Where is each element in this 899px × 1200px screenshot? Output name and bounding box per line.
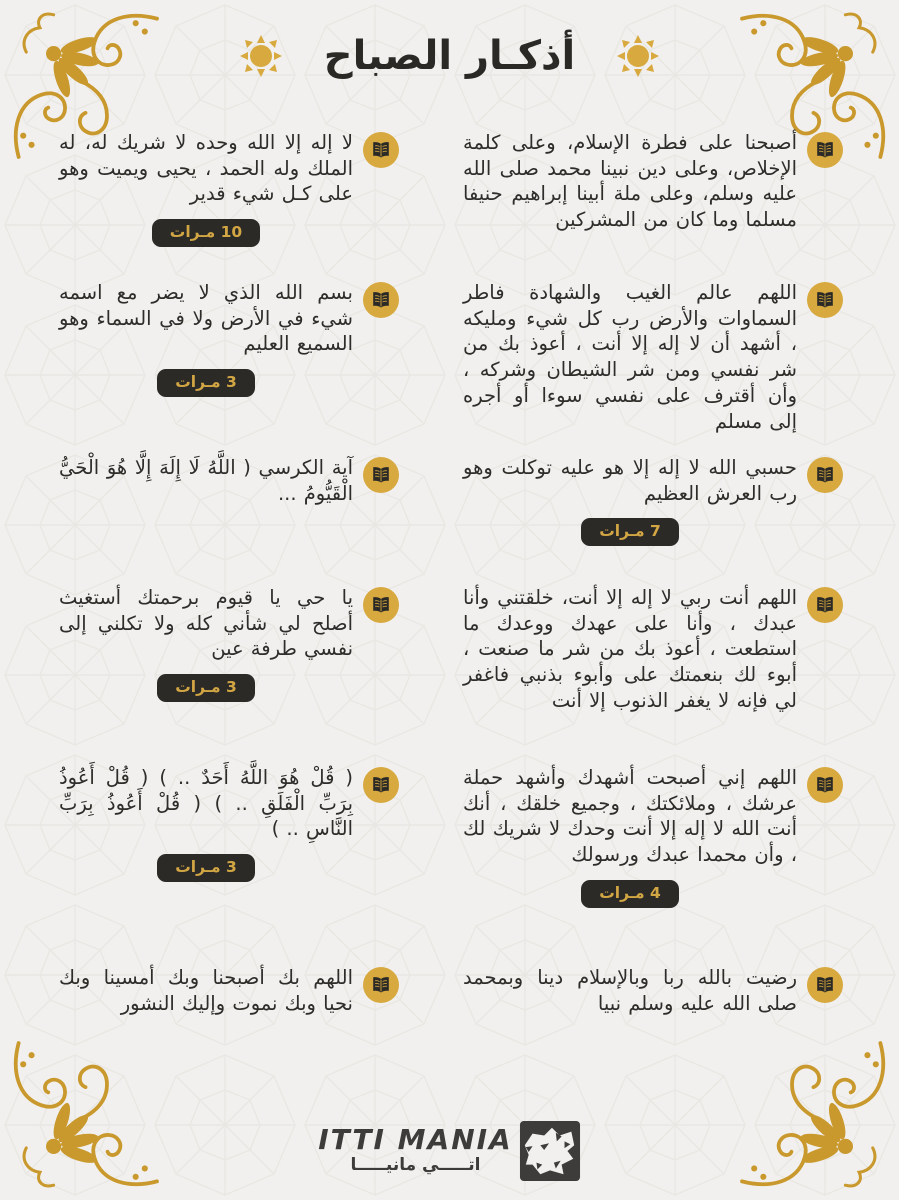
- quran-book-icon: [807, 767, 843, 803]
- dua-text: ( قُلْ هُوَ اللَّهُ أَحَدٌ .. ) ( قُلْ أَعُوذُ بِرَبِّ الْفَلَقِ .. ) ( قُلْ أَعُوذُ بِرَبِّ النَّاسِ .. ): [59, 766, 353, 841]
- repeat-count-badge: 10 مـرات: [152, 219, 260, 247]
- quran-book-icon: [807, 587, 843, 623]
- adhkar-grid: [0, 130, 899, 1016]
- brand-name-en: ITTI MANIA: [318, 1123, 513, 1157]
- dua-text: اللهم أنت ربي لا إله إلا أنت، خلقتني وأنا عبدك ، وأنا على عهدك ووعدك ما استطعت ، أعوذ بك من شر ما صنعت ، أبوء لك بنعمتك على وأبوء بذنبي فاغفر لي فإنه لا يغفر الذنوب إلا أنت: [463, 586, 797, 712]
- repeat-count-badge: 3 مـرات: [157, 854, 255, 882]
- itti-mania-logo: [318, 1120, 580, 1182]
- quran-book-icon: [807, 282, 843, 318]
- dua-text: اللهم بك أصبحنا وبك أمسينا وبك نحيا وبك نموت وإليك النشور: [59, 966, 353, 1015]
- brand-name-ar: اتـــــي مانيـــــا: [350, 1155, 481, 1176]
- repeat-count-badge: 3 مـرات: [157, 674, 255, 702]
- quran-book-icon: [363, 457, 399, 493]
- dua-item: [59, 280, 399, 455]
- dua-item: [463, 585, 843, 765]
- page-title: أذكـار الصباح: [323, 33, 576, 79]
- quran-book-icon: [363, 767, 399, 803]
- dua-item: [59, 585, 399, 765]
- tiger-head-icon: [519, 1120, 581, 1182]
- dua-text: أصبحنا على فطرة الإسلام، وعلى كلمة الإخلاص، وعلى دين نبينا محمد صلى الله عليه وسلم، وعلى ملة أبينا إبراهيم حنيفا مسلما وما كان من المشركين: [463, 131, 797, 232]
- dua-item: [59, 965, 399, 1016]
- quran-book-icon: [363, 132, 399, 168]
- quran-book-icon: [363, 967, 399, 1003]
- quran-book-icon: [807, 967, 843, 1003]
- sun-icon: [615, 33, 661, 79]
- dua-text: اللهم إني أصبحت أشهدك وأشهد حملة عرشك ، وملائكتك ، وجميع خلقك ، أنك أنت الله لا إله إلا أنت وحدك لا شريك لك ، وأن محمدا عبدك ورسولك: [463, 766, 797, 867]
- repeat-count-badge: 4 مـرات: [581, 880, 679, 908]
- dua-text: آية الكرسي ( اللَّهُ لَا إِلَهَ إِلَّا هُوَ الْحَيُّ الْقَيُّومُ ...: [59, 456, 353, 505]
- title-row: [0, 24, 899, 88]
- dua-item: [59, 765, 399, 965]
- dua-text: يا حي يا قيوم برحمتك أستغيث أصلح لي شأني كله ولا تكلني إلى نفسي طرفة عين: [59, 586, 353, 661]
- quran-book-icon: [807, 457, 843, 493]
- dua-text: اللهم عالم الغيب والشهادة فاطر السماوات والأرض رب كل شيء ومليكه ، أشهد أن لا إله إلا أنت ، أعوذ بك من شر نفسي ومن شر الشيطان وشركه ، وأن أقترف على نفسي سوءا أو أجره إلى مسلم: [463, 281, 797, 433]
- dua-text: بسم الله الذي لا يضر مع اسمه شيء في الأرض ولا في السماء وهو السميع العليم: [59, 281, 353, 356]
- dua-item: [59, 455, 399, 585]
- dua-item: [59, 130, 399, 280]
- dua-text: حسبي الله لا إله إلا هو عليه توكلت وهو رب العرش العظيم: [463, 456, 797, 505]
- quran-book-icon: [363, 587, 399, 623]
- dua-item: [463, 455, 843, 585]
- dua-item: [463, 965, 843, 1016]
- dua-item: [463, 765, 843, 965]
- repeat-count-badge: 7 مـرات: [581, 518, 679, 546]
- repeat-count-badge: 3 مـرات: [157, 369, 255, 397]
- quran-book-icon: [807, 132, 843, 168]
- dua-text: لا إله إلا الله وحده لا شريك له، له الملك وله الحمد ، يحيى ويميت وهو على كـل شيء قدير: [59, 131, 353, 206]
- footer: [0, 1120, 899, 1182]
- sun-icon: [238, 33, 284, 79]
- dua-item: [463, 280, 843, 455]
- dua-text: رضيت بالله ربا وبالإسلام دينا وبمحمد صلى الله عليه وسلم نبيا: [463, 966, 797, 1015]
- quran-book-icon: [363, 282, 399, 318]
- dua-item: [463, 130, 843, 280]
